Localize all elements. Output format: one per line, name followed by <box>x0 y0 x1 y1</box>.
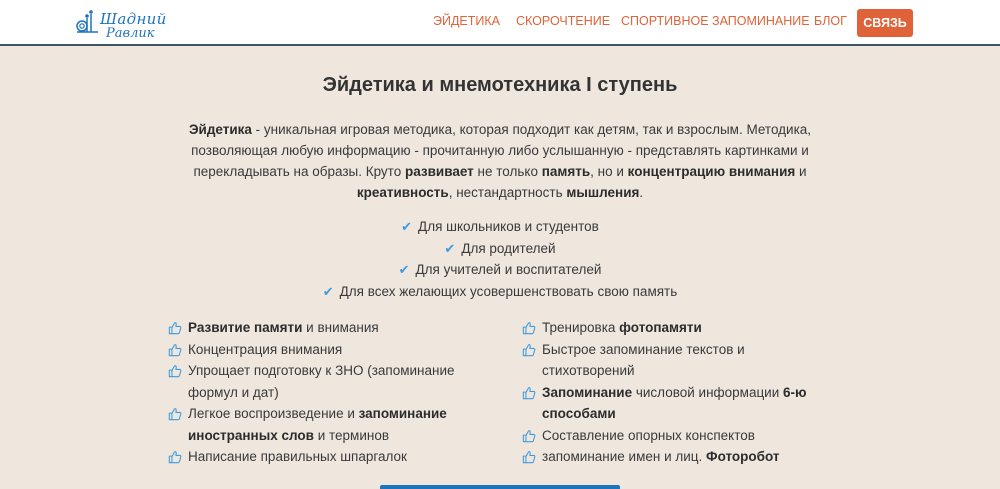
cta-button-edge[interactable] <box>380 485 620 489</box>
thumbs-up-icon <box>522 429 536 443</box>
nav-item-blog[interactable]: БЛОГ <box>814 14 847 28</box>
feature-text: Быстрое запоминание текстов и стихотворений <box>542 341 745 378</box>
feature-item <box>168 360 488 403</box>
page-title: Эйдетика и мнемотехника I ступень <box>322 74 678 96</box>
intro-text: , нестандартность <box>448 185 567 200</box>
thumbs-up-icon <box>168 450 182 464</box>
check-icon: ✔ <box>401 219 413 234</box>
audience-item-label: Для родителей <box>461 240 556 256</box>
feature-item <box>522 339 822 382</box>
feature-text: Фоторобот <box>706 449 780 464</box>
feature-text: Тренировка <box>542 320 620 335</box>
intro-text: концентрацию внимания <box>627 164 796 179</box>
features-right-list <box>522 317 822 468</box>
main-nav <box>0 14 1000 34</box>
thumbs-up-icon <box>168 321 182 335</box>
feature-text: запоминание иностранных слов <box>188 406 447 443</box>
feature-text: Упрощает подготовку к ЗНО (запоминание формул и дат) <box>188 363 455 400</box>
check-icon: ✔ <box>444 240 456 256</box>
feature-text: Составление опорных конспектов <box>542 427 755 443</box>
feature-text: Развитие памяти <box>188 320 303 335</box>
features-left-list <box>168 317 488 468</box>
intro-text: память <box>541 164 591 179</box>
logo-text-line2: Равлик <box>106 26 155 41</box>
feature-item <box>168 403 488 446</box>
check-icon: ✔ <box>322 283 334 299</box>
feature-item <box>168 317 488 339</box>
nav-item-sport-memory[interactable]: СПОРТИВНОЕ ЗАПОМИНАНИЕ <box>621 14 810 28</box>
feature-text: числовой информации <box>632 384 784 400</box>
feature-text: и терминов <box>313 427 390 443</box>
feature-text: запоминание имен и лиц. <box>542 449 707 464</box>
audience-item <box>0 216 1000 238</box>
nav-item-speed-reading[interactable]: СКОРОЧТЕНИЕ <box>516 14 611 28</box>
intro-text: Эйдетика <box>188 122 252 137</box>
feature-text: Написание правильных шпаргалок <box>188 449 407 464</box>
thumbs-up-icon <box>522 386 536 400</box>
intro-paragraph <box>160 119 840 203</box>
thumbs-up-icon <box>522 450 536 464</box>
thumbs-up-icon <box>168 364 182 378</box>
intro-text: и <box>795 164 807 179</box>
intro-text: креативность <box>356 185 449 200</box>
site-header <box>0 0 1000 46</box>
feature-item <box>522 382 822 425</box>
feature-text: Концентрация внимания <box>188 341 343 357</box>
contact-button[interactable]: СВЯЗЬ <box>857 9 913 37</box>
thumbs-up-icon <box>522 321 536 335</box>
nav-item-eidetics[interactable]: ЭЙДЕТИКА <box>433 14 501 28</box>
feature-text: Запоминание <box>542 384 633 400</box>
feature-text: и внимания <box>302 320 379 335</box>
audience-item-label: Для школьников и студентов <box>418 219 599 234</box>
logo-text-line1: Шадний <box>100 10 167 28</box>
intro-text: мышления <box>566 185 640 200</box>
audience-item <box>0 281 1000 303</box>
audience-item-label: Для всех желающих усовершенствовать свою память <box>339 283 678 299</box>
audience-list <box>0 216 1000 302</box>
feature-item <box>522 446 822 468</box>
intro-text: - уникальная игровая методика, которая подходит как детям, так и взрослым. Методика, позволяющая любую информацию - прочитанную либо услышанную - представлять картинками и перекладывать на образы. Круто <box>191 122 812 179</box>
audience-item <box>0 259 1000 281</box>
thumbs-up-icon <box>168 343 182 357</box>
audience-item-label: Для учителей и воспитателей <box>415 262 602 277</box>
feature-text: 6-ю способами <box>542 384 807 421</box>
feature-item <box>522 425 822 447</box>
feature-item <box>168 339 488 361</box>
intro-text: , но и <box>590 164 628 179</box>
feature-item <box>522 317 822 339</box>
intro-text: не только <box>473 164 542 179</box>
audience-item <box>0 238 1000 260</box>
intro-text: . <box>639 185 644 200</box>
feature-text: Легкое воспроизведение и <box>188 406 359 421</box>
thumbs-up-icon <box>522 343 536 357</box>
intro-text: развивает <box>404 164 474 179</box>
check-icon: ✔ <box>398 262 410 277</box>
feature-item <box>168 446 488 468</box>
thumbs-up-icon <box>168 407 182 421</box>
feature-text: фотопамяти <box>619 320 702 335</box>
